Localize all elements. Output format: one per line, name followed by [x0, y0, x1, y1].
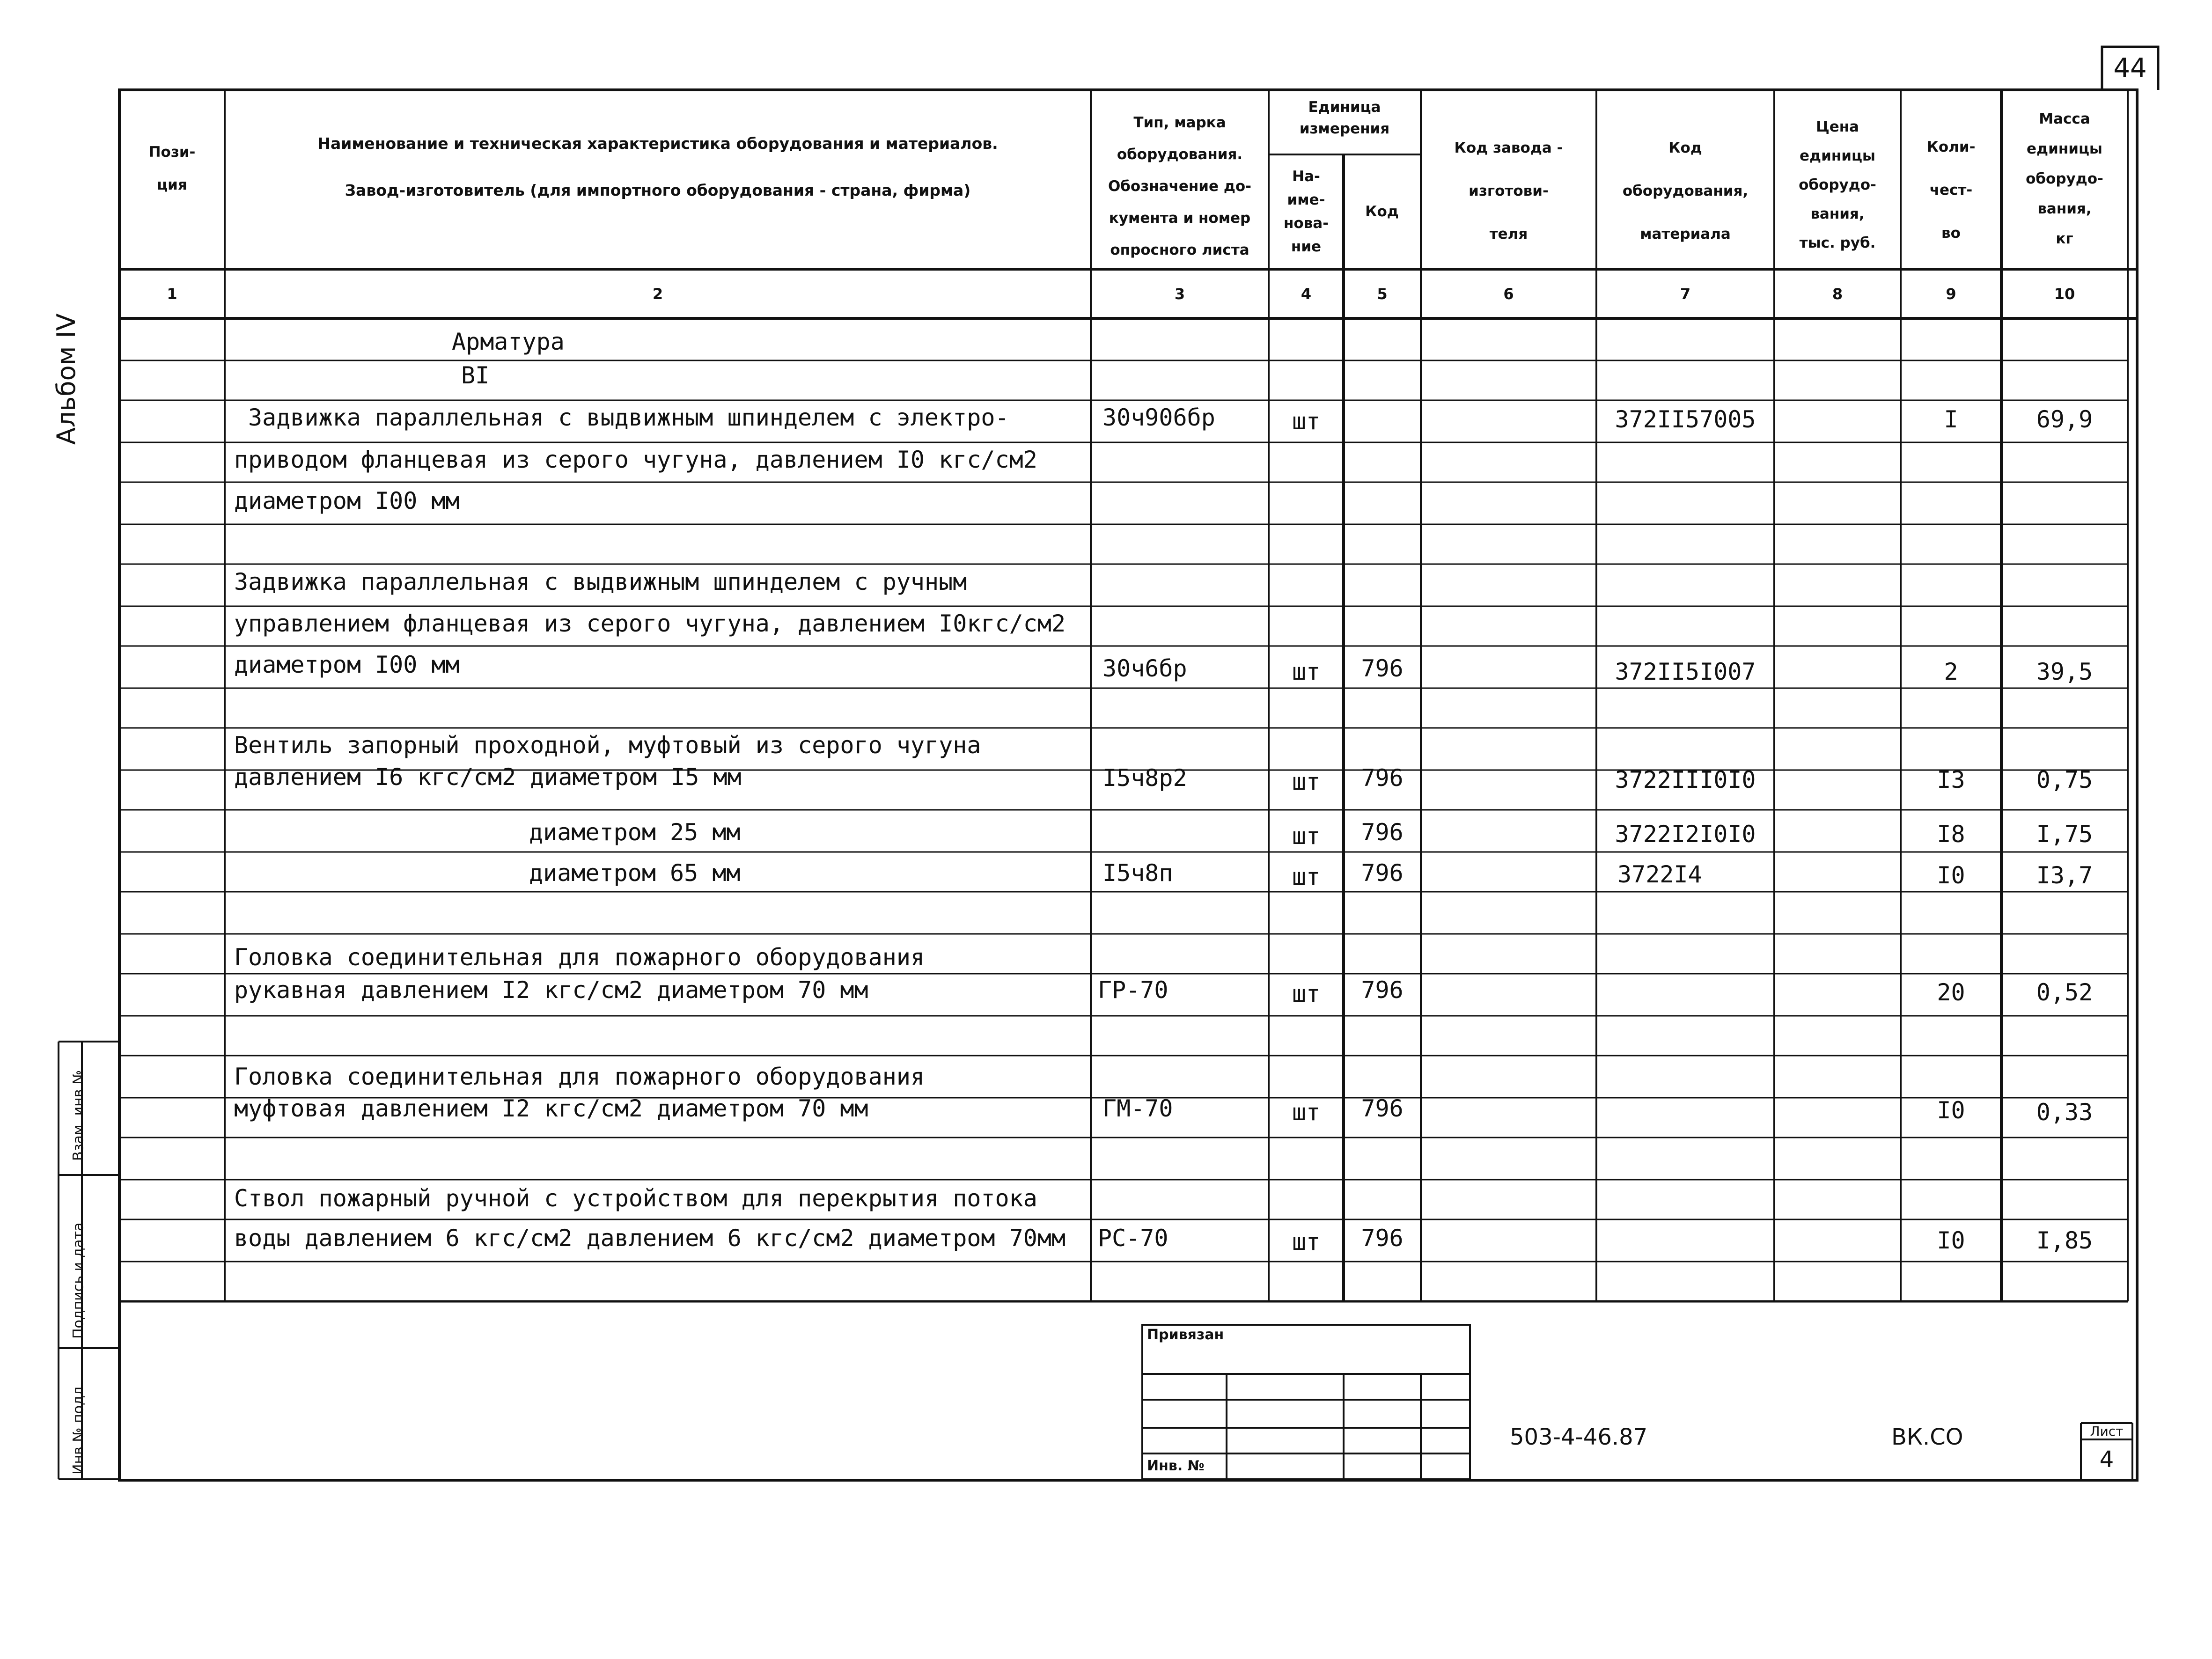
- row5-equipment-code: 3722I4: [1617, 861, 1702, 888]
- row1-quantity: I: [1944, 406, 1958, 433]
- row5-unit: шт: [1292, 863, 1321, 890]
- row5-type: I5ч8п: [1102, 859, 1173, 887]
- row3-description-line2: давлением I6 кгс/см2 диаметром I5 мм: [234, 763, 742, 791]
- row8-description-line1: Ствол пожарный ручной с устройством для перекрытия потока: [234, 1185, 1037, 1212]
- column-number: 6: [1503, 285, 1514, 303]
- row3-description-line1: Вентиль запорный проходной, муфтовый из серого чугуна: [234, 732, 981, 759]
- row7-unit: шт: [1292, 1099, 1321, 1126]
- column-number: 4: [1301, 285, 1312, 303]
- row5-description: диаметром 65 мм: [529, 859, 741, 887]
- row6-description-line2: рукавная давлением I2 кгс/см2 диаметром 70 мм: [234, 976, 868, 1004]
- row1-equipment-code: 372II57005: [1615, 406, 1756, 433]
- row7-mass: 0,33: [2036, 1099, 2093, 1126]
- row3-equipment-code: 3722III0I0: [1615, 766, 1756, 793]
- row2-mass: 39,5: [2036, 658, 2093, 685]
- stamp-attached: Привязан: [1147, 1327, 1224, 1343]
- row6-description-line1: Головка соединительная для пожарного оборудования: [234, 944, 925, 971]
- row7-description-line1: Головка соединительная для пожарного оборудования: [234, 1063, 925, 1090]
- column-number: 8: [1832, 285, 1843, 303]
- column-number: 2: [652, 285, 663, 303]
- row1-description-line1: Задвижка параллельная с выдвижным шпинделем с электро-: [248, 404, 1009, 431]
- row3-type: I5ч8р2: [1102, 764, 1187, 792]
- row7-unit-code: 796: [1361, 1095, 1404, 1122]
- header-equipment-code: Код оборудования, материала: [1622, 139, 1749, 242]
- header-unit-name: На- име- нова- ние: [1283, 168, 1329, 255]
- header-type: Тип, марка оборудования. Обозначение до- кумента и номер опросного листа: [1108, 114, 1252, 258]
- row6-mass: 0,52: [2036, 979, 2093, 1006]
- column-number: 7: [1680, 285, 1691, 303]
- column-number: 1: [167, 285, 177, 303]
- margin-inv-orig: Инв № подл.: [70, 1382, 87, 1475]
- row4-unit-code: 796: [1361, 819, 1404, 846]
- row4-unit: шт: [1292, 822, 1321, 850]
- row6-unit-code: 796: [1361, 976, 1404, 1004]
- row2-description-line3: диаметром I00 мм: [234, 651, 460, 678]
- row1-description-line3: диаметром I00 мм: [234, 487, 460, 514]
- stamp-doc-code: 503-4-46.87: [1510, 1424, 1648, 1450]
- row6-unit: шт: [1292, 980, 1321, 1007]
- row4-description: диаметром 25 мм: [529, 819, 741, 846]
- subsection-title: BI: [461, 362, 490, 389]
- margin-inv-replace: Взам. инв №: [70, 1070, 87, 1161]
- header-position: Пози- ция: [148, 144, 196, 193]
- column-number: 9: [1946, 285, 1956, 303]
- row8-description-line2: воды давлением 6 кгс/см2 давлением 6 кгс/см2 диаметром 70мм: [234, 1225, 1066, 1252]
- row2-unit: шт: [1292, 658, 1321, 685]
- header-unit-group: Единица измерения: [1299, 99, 1390, 137]
- row1-mass: 69,9: [2036, 406, 2093, 433]
- sheet-corner-number: 44: [2113, 53, 2147, 83]
- margin-sign-date: Подпись и дата: [70, 1222, 87, 1339]
- header-unit-code: Код: [1365, 203, 1399, 220]
- row7-description-line2: муфтовая давлением I2 кгс/см2 диаметром 70 мм: [234, 1095, 868, 1122]
- row3-unit: шт: [1292, 768, 1321, 795]
- row2-description-line1: Задвижка параллельная с выдвижным шпинделем с ручным: [234, 568, 967, 595]
- stamp-sheet-number: 4: [2099, 1446, 2114, 1473]
- row4-quantity: I8: [1937, 821, 1965, 848]
- album-label: Альбом IV: [51, 313, 81, 445]
- row8-unit-code: 796: [1361, 1225, 1404, 1252]
- header-name-line1: Наименование и техническая характеристика оборудования и материалов.: [317, 134, 998, 153]
- stamp-section-code: ВК.СО: [1891, 1424, 1963, 1450]
- header-name-line2: Завод-изготовитель (для импортного оборудования - страна, фирма): [345, 181, 971, 199]
- row1-description-line2: приводом фланцевая из серого чугуна, давлением I0 кгс/см2: [234, 446, 1037, 473]
- row6-quantity: 20: [1937, 979, 1965, 1006]
- row4-equipment-code: 3722I2I0I0: [1615, 821, 1756, 848]
- column-number: 10: [2054, 285, 2075, 303]
- row2-quantity: 2: [1944, 658, 1958, 685]
- row3-unit-code: 796: [1361, 764, 1404, 792]
- stamp-sheet-label: Лист: [2090, 1424, 2124, 1439]
- row6-type: ГР-70: [1098, 976, 1168, 1004]
- row2-type: 30ч6бр: [1102, 655, 1187, 682]
- row8-mass: I,85: [2036, 1227, 2093, 1254]
- row2-description-line2: управлением фланцевая из серого чугуна, давлением I0кгс/см2: [234, 610, 1066, 637]
- header-price: Цена единицы оборудо- вания, тыс. руб.: [1799, 118, 1876, 251]
- header-factory-code: Код завода - изготови- теля: [1454, 139, 1563, 242]
- row2-equipment-code: 372II5I007: [1615, 658, 1756, 685]
- row3-quantity: I3: [1937, 766, 1965, 793]
- row7-quantity: I0: [1937, 1097, 1965, 1124]
- row5-mass: I3,7: [2036, 862, 2093, 889]
- row2-unit-code: 796: [1361, 655, 1404, 682]
- row1-type: 30ч906бр: [1102, 404, 1215, 431]
- row8-type: РС-70: [1098, 1225, 1168, 1252]
- row7-type: ГМ-70: [1102, 1095, 1173, 1122]
- row1-unit: шт: [1292, 408, 1321, 435]
- row8-unit: шт: [1292, 1228, 1321, 1255]
- column-number: 5: [1377, 285, 1388, 303]
- row8-quantity: I0: [1937, 1227, 1965, 1254]
- header-quantity: Коли- чест- во: [1926, 139, 1976, 242]
- header-mass: Масса единицы оборудо- вания, кг: [2026, 110, 2103, 247]
- stamp-inv-no: Инв. №: [1147, 1458, 1205, 1474]
- row3-mass: 0,75: [2036, 766, 2093, 793]
- row4-mass: I,75: [2036, 821, 2093, 848]
- section-title: Арматура: [452, 328, 565, 355]
- row5-quantity: I0: [1937, 862, 1965, 889]
- row5-unit-code: 796: [1361, 859, 1404, 887]
- column-number: 3: [1174, 285, 1185, 303]
